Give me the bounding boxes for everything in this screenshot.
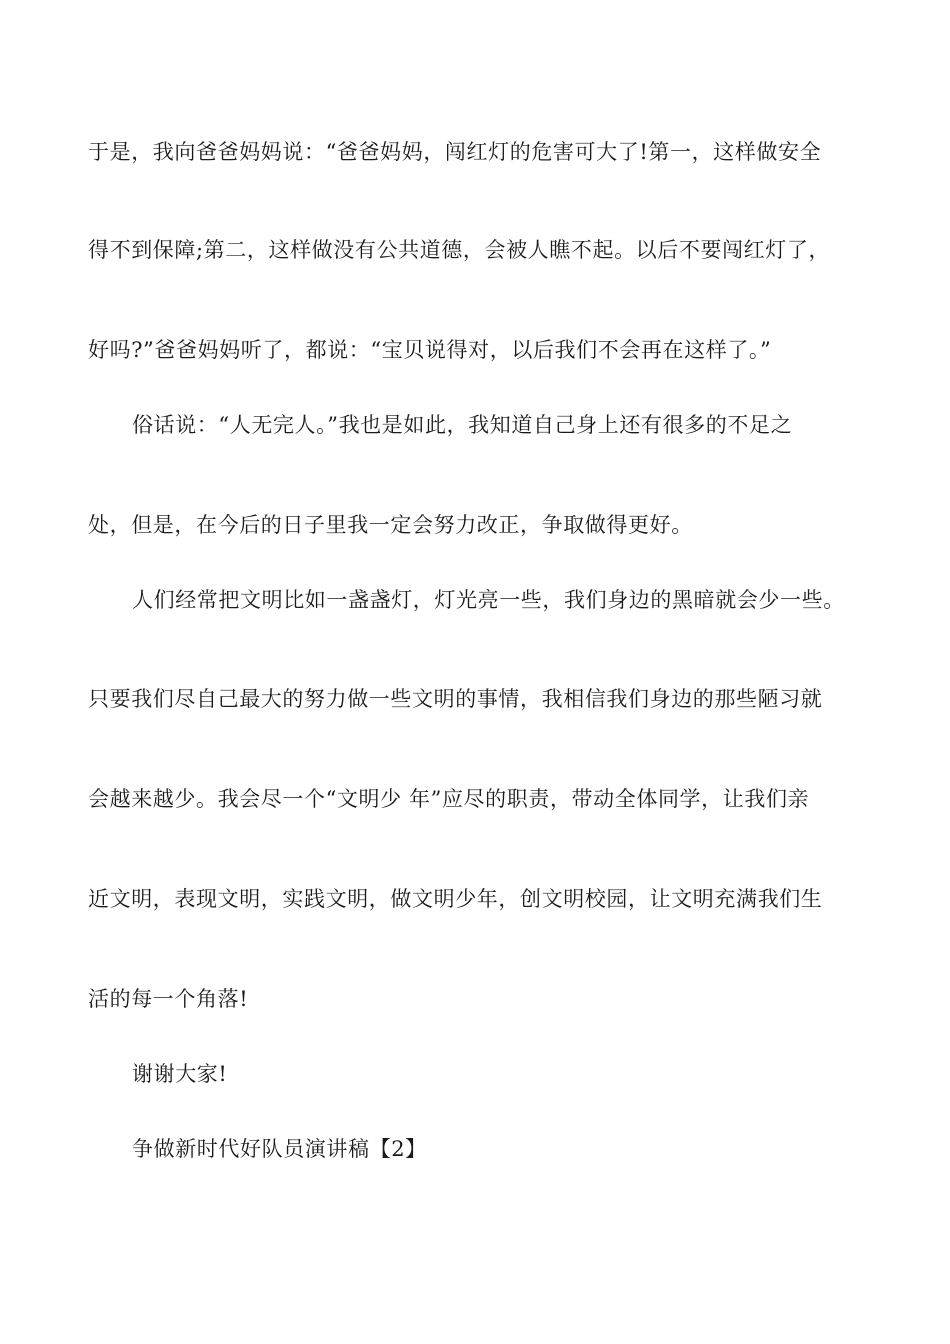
paragraph-line-9: 近文明，表现文明，实践文明，做文明少年，创文明校园，让文明充满我们生 bbox=[88, 887, 823, 911]
paragraph-line-5: 处，但是，在今后的日子里我一定会努力改正，争取做得更好。 bbox=[88, 513, 693, 537]
paragraph-line-8: 会越来越少。我会尽一个“文明少 年”应尽的职责，带动全体同学，让我们亲 bbox=[88, 787, 810, 811]
paragraph-line-3: 好吗?”爸爸妈妈听了，都说：“宝贝说得对，以后我们不会再在这样了。” bbox=[88, 338, 772, 362]
paragraph-line-7: 只要我们尽自己最大的努力做一些文明的事情，我相信我们身边的那些陋习就 bbox=[88, 687, 823, 711]
closing-thanks: 谢谢大家! bbox=[132, 1062, 228, 1086]
paragraph-line-6: 人们经常把文明比如一盏盏灯，灯光亮一些，我们身边的黑暗就会少一些。 bbox=[132, 588, 845, 612]
paragraph-line-2: 得不到保障;第二，这样做没有公共道德，会被人瞧不起。以后不要闯红灯了， bbox=[88, 238, 831, 262]
paragraph-line-1: 于是，我向爸爸妈妈说：“爸爸妈妈，闯红灯的危害可大了!第一，这样做安全 bbox=[88, 140, 822, 164]
paragraph-line-4: 俗话说：“人无完人。”我也是如此，我知道自己身上还有很多的不足之 bbox=[132, 413, 793, 437]
section-heading: 争做新时代好队员演讲稿【2】 bbox=[132, 1137, 427, 1161]
paragraph-line-10: 活的每一个角落! bbox=[88, 987, 249, 1011]
